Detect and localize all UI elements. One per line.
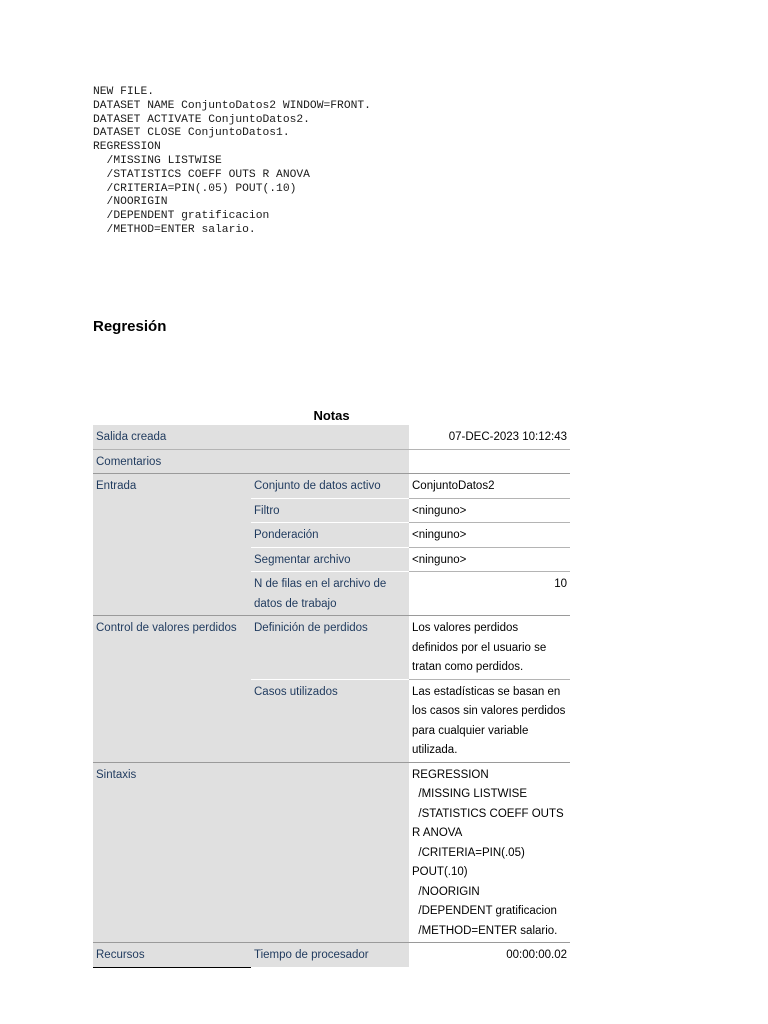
row-label-comentarios: Comentarios — [93, 449, 409, 474]
row-label-salida-creada: Salida creada — [93, 425, 409, 449]
table-row — [93, 474, 570, 499]
sub-label-filtro: Filtro — [251, 498, 409, 523]
row-label-recursos: Recursos — [93, 943, 251, 968]
value-n-filas: 10 — [409, 572, 570, 616]
value-sintaxis: REGRESSION /MISSING LISTWISE /STATISTICS COEFF OUTS R ANOVA /CRITERIA=PIN(.05) POUT(.10) /NOORIGIN /DEPENDENT gratificacion /METHOD=ENTER salario. — [409, 762, 570, 943]
table-row — [93, 425, 570, 449]
table-row — [93, 943, 570, 968]
table-row — [93, 762, 570, 943]
value-ponderacion: <ninguno> — [409, 523, 570, 548]
sub-label-definicion-perdidos: Definición de perdidos — [251, 616, 409, 680]
value-segmentar: <ninguno> — [409, 547, 570, 572]
value-filtro: <ninguno> — [409, 498, 570, 523]
sub-label-n-filas: N de filas en el archivo de datos de trabajo — [251, 572, 409, 616]
table-title: Notas — [313, 408, 350, 423]
row-label-entrada: Entrada — [93, 474, 251, 616]
row-label-sintaxis: Sintaxis — [93, 762, 409, 943]
sub-label-ponderacion: Ponderación — [251, 523, 409, 548]
value-comentarios — [409, 449, 570, 474]
value-tiempo-procesador: 00:00:00.02 — [409, 943, 570, 968]
row-label-control-perdidos: Control de valores perdidos — [93, 616, 251, 763]
value-definicion-perdidos: Los valores perdidos definidos por el usuario se tratan como perdidos. — [409, 616, 570, 680]
sub-label-casos-utilizados: Casos utilizados — [251, 679, 409, 762]
sub-label-tiempo-procesador: Tiempo de procesador — [251, 943, 409, 968]
value-salida-creada: 07-DEC-2023 10:12:43 — [409, 425, 570, 449]
syntax-block: NEW FILE. DATASET NAME ConjuntoDatos2 WINDOW=FRONT. DATASET ACTIVATE ConjuntoDatos2. DATASET CLOSE ConjuntoDatos1. REGRESSION /MISSING LISTWISE /STATISTICS COEFF OUTS R ANOVA /CRITERIA=PIN(.05) POUT(.10) /NOORIGIN /DEPENDENT gratificacion /METHOD=ENTER salario. — [93, 86, 371, 236]
table-row — [93, 616, 570, 680]
section-heading: Regresión — [93, 318, 167, 335]
value-casos-utilizados: Las estadísticas se basan en los casos sin valores perdidos para cualquier variable utilizada. — [409, 679, 570, 762]
notes-table — [93, 425, 570, 968]
sub-label-segmentar: Segmentar archivo — [251, 547, 409, 572]
table-row — [93, 449, 570, 474]
sub-label-conjunto-datos: Conjunto de datos activo — [251, 474, 409, 499]
value-conjunto-datos: ConjuntoDatos2 — [409, 474, 570, 499]
